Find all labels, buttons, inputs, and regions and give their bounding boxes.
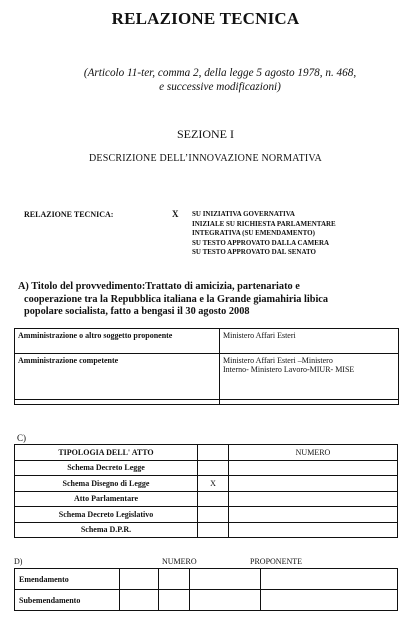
subemendamento-label: Subemendamento: [15, 590, 120, 611]
emendamento-label: Emendamento: [15, 569, 120, 590]
admin-table: [14, 328, 399, 405]
section-description: DESCRIZIONE DELL’INNOVAZIONE NORMATIVA: [89, 153, 322, 164]
table-row: [15, 329, 399, 354]
numero-cell: [229, 491, 398, 507]
tipologia-cell: Schema Decreto Legge: [15, 460, 198, 476]
table-row: [15, 476, 398, 492]
option-iniziativa-governativa: SU INIZIATIVA GOVERNATIVA: [192, 210, 295, 218]
emendamento-table: [14, 568, 398, 611]
relazione-tecnica-mark: X: [172, 209, 179, 219]
admin-proponente-label: Amministrazione o altro soggetto proponente: [15, 329, 220, 354]
option-testo-senato: SU TESTO APPROVATO DAL SENATO: [192, 248, 316, 256]
empty-cell: [120, 590, 159, 611]
numero-cell: [229, 460, 398, 476]
admin-competente-value-line-1: Ministero Affari Esteri –Ministero: [223, 356, 333, 365]
section-c-label: C): [17, 433, 26, 443]
table-row: [15, 460, 398, 476]
mark-header: [198, 445, 229, 461]
mark-cell: [198, 507, 229, 523]
option-testo-camera: SU TESTO APPROVATO DALLA CAMERA: [192, 238, 330, 247]
section-a-line-3: popolare socialista, fatto a bengasi il 30 agosto 2008: [24, 306, 250, 317]
mark-cell: [198, 491, 229, 507]
tipologia-header: TIPOLOGIA DELL' ATTO: [15, 445, 198, 461]
numero-cell: [229, 476, 398, 492]
relazione-tecnica-label: RELAZIONE TECNICA:: [24, 210, 114, 219]
numero-cell: [229, 522, 398, 538]
admin-proponente-value: Ministero Affari Esteri: [220, 329, 399, 354]
mark-cell: [198, 522, 229, 538]
admin-competente-value: [220, 354, 399, 400]
table-row: [15, 590, 398, 611]
mark-cell: X: [198, 476, 229, 492]
tipologia-cell: Schema D.P.R.: [15, 522, 198, 538]
table-header-row: [15, 445, 398, 461]
section-d-numero-header: NUMERO: [162, 557, 197, 566]
legal-reference-line-2: e successive modificazioni): [159, 81, 281, 93]
empty-cell: [159, 590, 190, 611]
empty-cell: [190, 569, 261, 590]
legal-reference: [40, 66, 400, 94]
option-richiesta-parlamentare: INIZIALE SU RICHIESTA PARLAMENTARE: [192, 219, 336, 228]
empty-cell: [220, 400, 399, 405]
empty-cell: [261, 569, 398, 590]
empty-cell: [120, 569, 159, 590]
option-integrativa: INTEGRATIVA (SU EMENDAMENTO): [192, 229, 315, 237]
empty-cell: [159, 569, 190, 590]
table-row: [15, 354, 399, 400]
numero-cell: [229, 507, 398, 523]
numero-header: NUMERO: [229, 445, 398, 461]
empty-cell: [190, 590, 261, 611]
empty-cell: [15, 400, 220, 405]
table-row: [15, 400, 399, 405]
section-a-line-1: A) Titolo del provvedimento:Trattato di amicizia, partenariato e: [18, 281, 300, 292]
admin-competente-label: Amministrazione competente: [15, 354, 220, 400]
section-d-proponente-header: PROPONENTE: [250, 557, 303, 566]
tipologia-table: [14, 444, 398, 538]
section-d-label: D): [14, 557, 23, 566]
empty-cell: [261, 590, 398, 611]
admin-competente-value-line-2: Interno- Ministero Lavoro-MIUR- MISE: [223, 365, 355, 374]
tipologia-cell: Schema Disegno di Legge: [15, 476, 198, 492]
section-a-title: [18, 281, 398, 319]
tipologia-cell: Atto Parlamentare: [15, 491, 198, 507]
section-heading: SEZIONE I: [177, 127, 234, 141]
table-row: [15, 507, 398, 523]
document-title: RELAZIONE TECNICA: [111, 9, 300, 28]
section-a-line-2: cooperazione tra la Repubblica italiana e la Grande giamahiria libica: [24, 293, 329, 305]
relazione-tecnica-options: [192, 210, 336, 258]
tipologia-cell: Schema Decreto Legislativo: [15, 507, 198, 523]
table-row: [15, 491, 398, 507]
mark-cell: [198, 460, 229, 476]
table-row: [15, 569, 398, 590]
legal-reference-line-1: (Articolo 11-ter, comma 2, della legge 5 agosto 1978, n. 468,: [83, 67, 357, 79]
table-row: [15, 522, 398, 538]
